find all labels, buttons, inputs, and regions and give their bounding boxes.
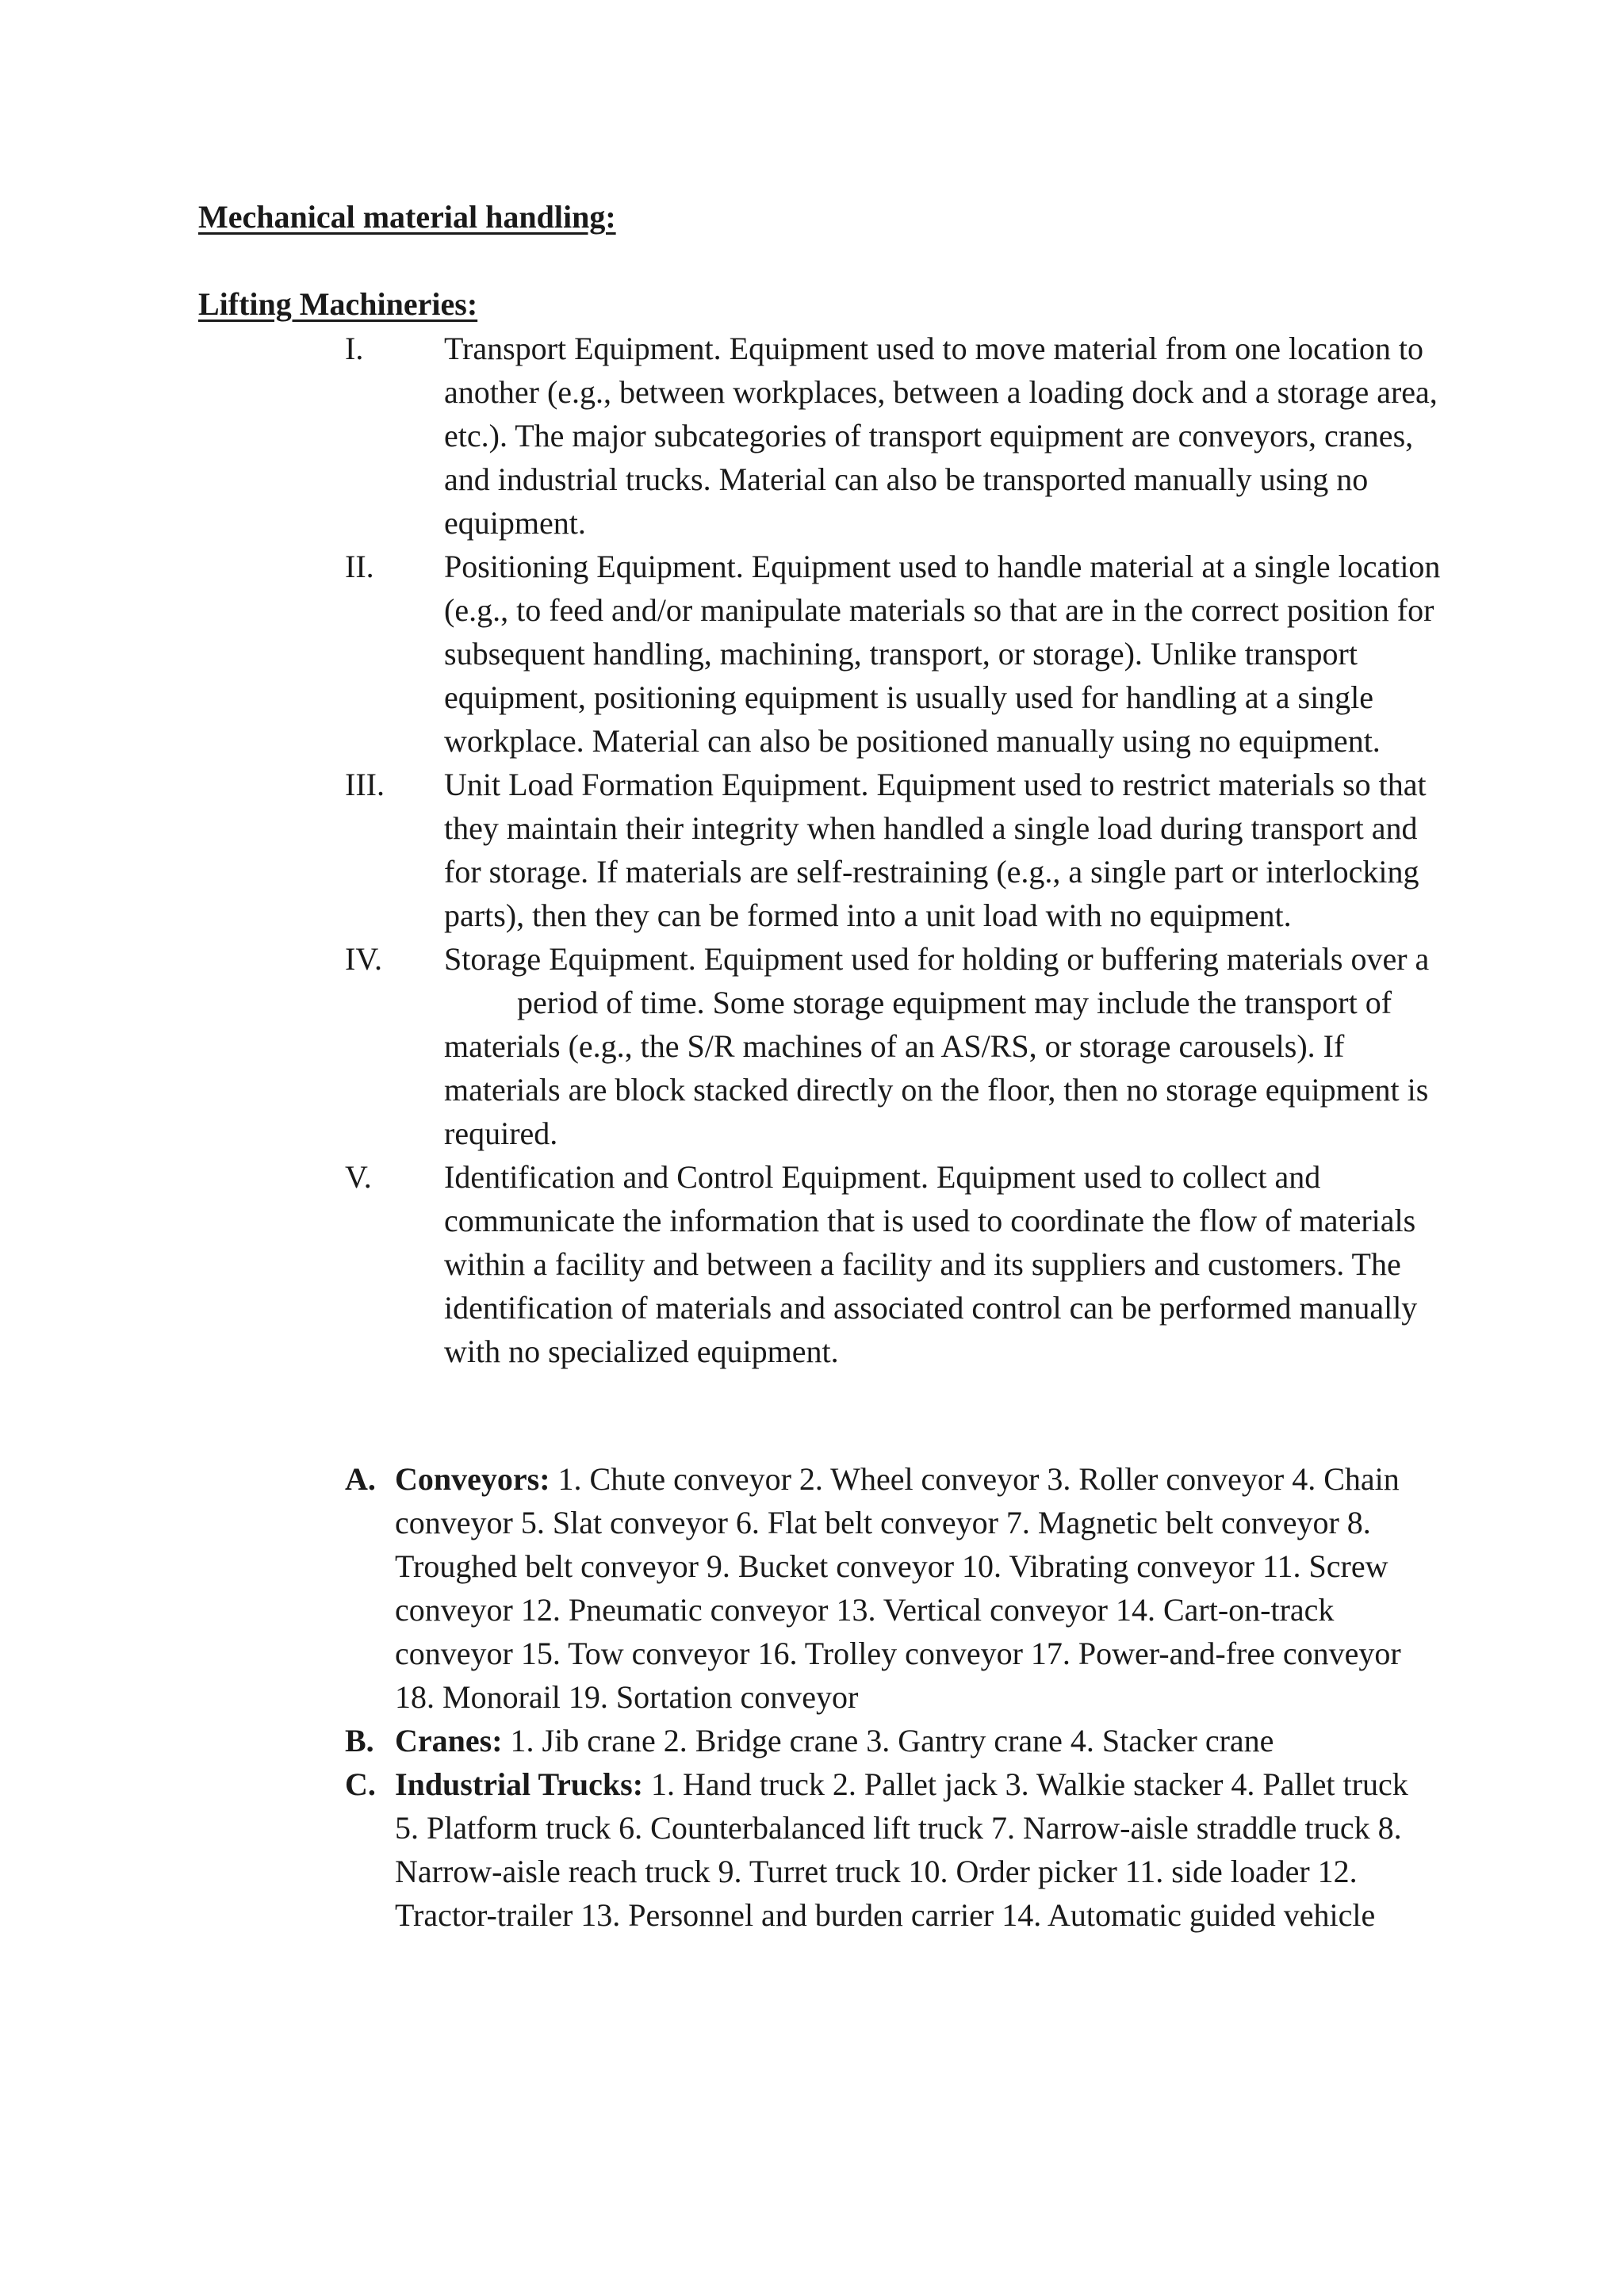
category-numeral: IV. [345,941,383,977]
category-item-storage [0,937,1624,1155]
equipment-type-list [0,1457,1624,1937]
category-text [444,937,1459,1155]
category-numeral: III. [345,767,385,802]
category-text-part-1: Storage Equipment. Equipment used for holding or buffering materials over a [444,941,1430,977]
category-item-unit-load [0,763,1624,937]
type-title: Cranes: [395,1723,503,1758]
type-description: 1. Hand truck 2. Pallet jack 3. Walkie stacker 4. Pallet truck 5. Platform truck 6. Counterbalanced lift truck 7. Narrow-aisle straddle truck 8. Narrow-aisle reach truck 9. Turret truck 10. Order picker 11. side loader 12. Tractor-trailer 13. Personnel and burden carrier 14. Automatic guided vehicle [395,1766,1408,1933]
type-title: Industrial Trucks: [395,1766,644,1802]
type-letter: A. [345,1461,376,1497]
section-heading: Lifting Machineries: [198,286,478,322]
type-letter: C. [345,1766,376,1802]
category-text-part-2: period of time. Some storage equipment may include the transport of materials (e.g., the S/R machines of an AS/RS, or storage carousels). If materials are block stacked directly on the floor, then no storage equipment is required. [444,985,1429,1151]
type-description: 1. Jib crane 2. Bridge crane 3. Gantry crane 4. Stacker crane [510,1723,1274,1758]
category-text: Transport Equipment. Equipment used to move material from one location to another (e.g., between workplaces, between a loading dock and a storage area, etc.). The major subcategories of transport equipment are conveyors, cranes, and industrial trucks. Material can also be transported manually using no equipment. [444,331,1438,541]
category-numeral: I. [345,331,364,366]
type-letter: B. [345,1723,374,1758]
category-text: Positioning Equipment. Equipment used to handle material at a single location (e.g., to feed and/or manipulate materials so that are in the correct position for subsequent handling, machining, transport, or storage). Unlike transport equipment, positioning equipment is usually used for handling at a single workplace. Material can also be positioned manually using no equipment. [444,549,1441,759]
category-text: Identification and Control Equipment. Equipment used to collect and communicate the information that is used to coordinate the flow of materials within a facility and between a facility and its suppliers and customers. The identification of materials and associated control can be performed manually with no specialized equipment. [444,1159,1418,1369]
equipment-category-list [0,327,1624,1373]
document-heading: Mechanical material handling: [198,199,616,235]
type-text [395,1762,1426,1937]
category-numeral: V. [345,1159,372,1195]
type-text [395,1719,1426,1762]
category-numeral: II. [345,549,374,584]
type-item-conveyors [0,1457,1624,1719]
type-item-cranes [0,1719,1624,1762]
category-text: Unit Load Formation Equipment. Equipment used to restrict materials so that they maintain their integrity when handled a single load during transport and for storage. If materials are self-restraining (e.g., a single part or interlocking parts), then they can be formed into a unit load with no equipment. [444,767,1427,933]
category-item-identification [0,1155,1624,1373]
type-item-industrial-trucks [0,1762,1624,1937]
category-item-transport [0,327,1624,545]
type-title: Conveyors: [395,1461,550,1497]
type-text [395,1457,1426,1719]
category-item-positioning [0,545,1624,763]
type-description: 1. Chute conveyor 2. Wheel conveyor 3. Roller conveyor 4. Chain conveyor 5. Slat conveyor 6. Flat belt conveyor 7. Magnetic belt conveyor 8. Troughed belt conveyor 9. Bucket conveyor 10. Vibrating conveyor 11. Screw conveyor 12. Pneumatic conveyor 13. Vertical conveyor 14. Cart-on-track conveyor 15. Tow conveyor 16. Trolley conveyor 17. Power-and-free conveyor 18. Monorail 19. Sortation conveyor [395,1461,1401,1715]
